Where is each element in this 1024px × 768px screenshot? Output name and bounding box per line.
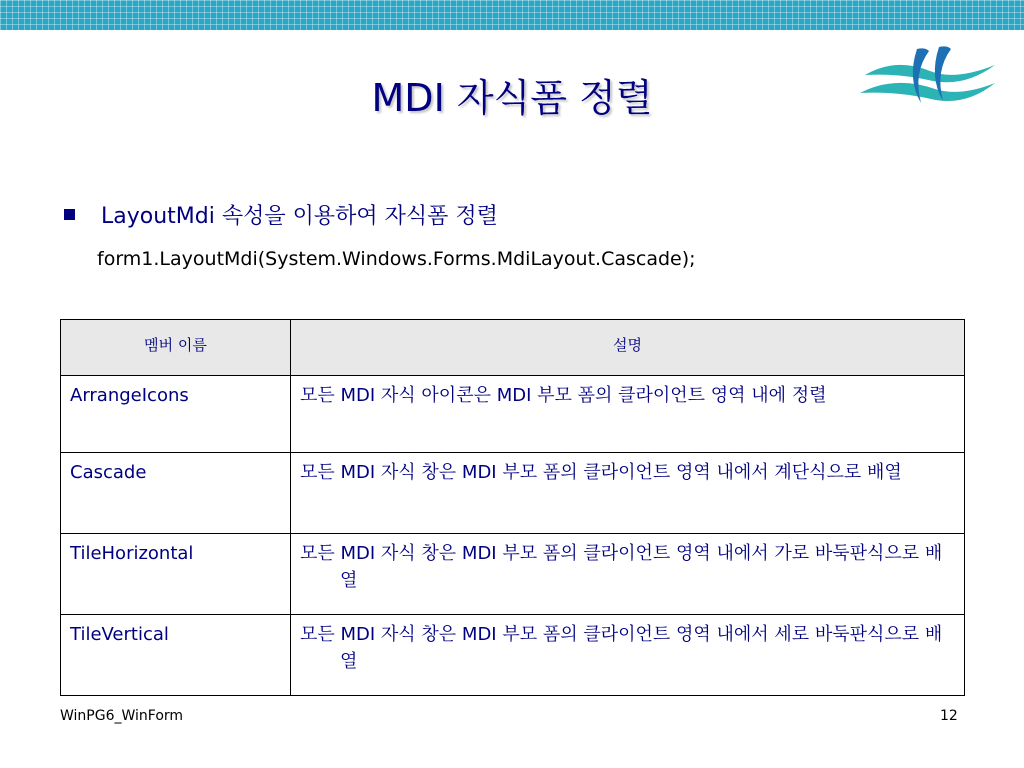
member-desc-cell: [291, 376, 965, 453]
member-desc-text: 모든 MDI 자식 창은 MDI 부모 폼의 클라이언트 영역 내에서 세로 바둑판식으로 배열: [300, 624, 943, 672]
member-name-cell: ArrangeIcons: [61, 376, 291, 453]
member-name-cell: TileHorizontal: [61, 534, 291, 615]
table-row: [61, 453, 965, 534]
member-name-cell: Cascade: [61, 453, 291, 534]
header-description: 설명: [291, 320, 965, 376]
page-number: 12: [940, 708, 958, 724]
bullet-item: [64, 198, 498, 230]
members-table: [60, 319, 965, 696]
member-desc-text: 모든 MDI 자식 창은 MDI 부모 폼의 클라이언트 영역 내에서 가로 바둑판식으로 배열: [300, 543, 943, 591]
code-example: form1.LayoutMdi(System.Windows.Forms.MdiLayout.Cascade);: [97, 248, 696, 270]
footer-course-name: WinPG6_WinForm: [60, 708, 184, 724]
table-row: [61, 534, 965, 615]
member-desc-text: 모든 MDI 자식 아이콘은 MDI 부모 폼의 클라이언트 영역 내에 정렬: [300, 385, 827, 406]
member-name-cell: TileVertical: [61, 615, 291, 696]
bullet-text: LayoutMdi 속성을 이용하여 자식폼 정렬: [101, 203, 498, 229]
table-row: [61, 376, 965, 453]
top-decorative-band: [0, 0, 1024, 30]
member-desc-text: 모든 MDI 자식 창은 MDI 부모 폼의 클라이언트 영역 내에서 계단식으로 배열: [300, 462, 902, 483]
table-row: [61, 615, 965, 696]
header-member-name: 멤버 이름: [61, 320, 291, 376]
slide-title: MDI 자식폼 정렬: [371, 76, 653, 120]
member-desc-cell: [291, 534, 965, 615]
member-desc-cell: [291, 453, 965, 534]
square-bullet-icon: [64, 209, 75, 220]
member-desc-cell: [291, 615, 965, 696]
table-header-row: [61, 320, 965, 376]
